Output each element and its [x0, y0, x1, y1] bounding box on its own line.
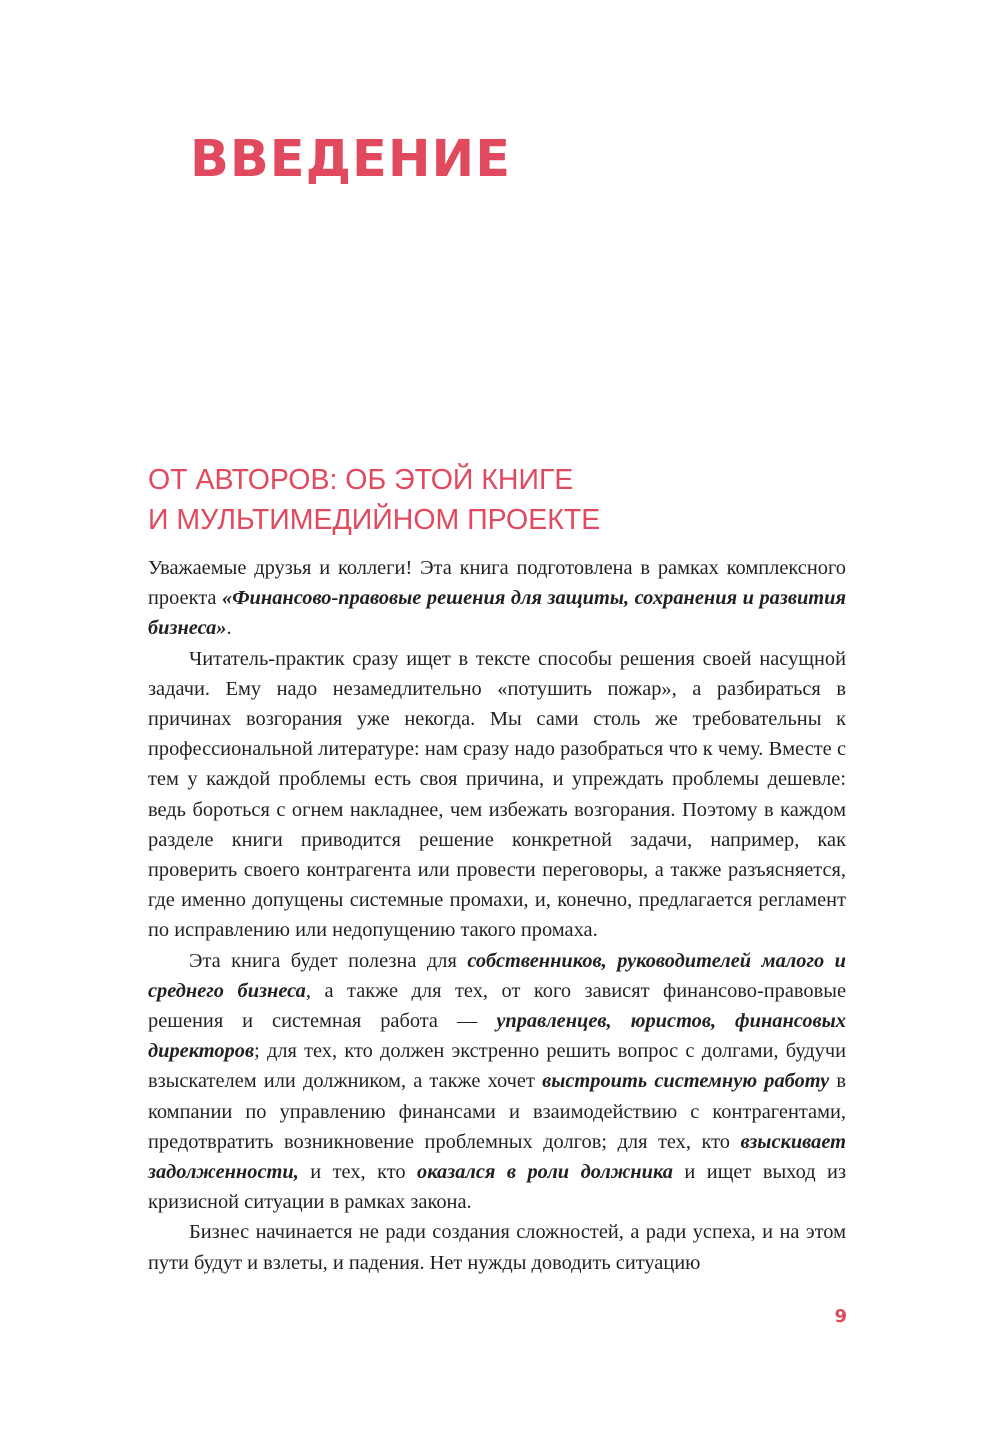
section-heading-line-2: И МУЛЬТИМЕДИЙНОМ ПРОЕКТЕ — [148, 504, 601, 536]
body-text — [148, 553, 846, 1278]
text-run: Бизнес начинается не ради создания сложностей, а ради успеха, и на этом пути будут и взлеты, и падения. Нет нужды доводить ситуацию — [148, 1221, 846, 1274]
emphasis-run: оказался в роли должника — [417, 1161, 673, 1184]
text-run: Читатель-практик сразу ищет в тексте способы решения своей насущной задачи. Ему надо незамедлительно «потушить пожар», а разбираться в причинах возгорания уже некогда. Мы сами столь же требовательны к профессиональной литературе: нам сразу надо разобраться что к чему. Вместе с тем у каждой проблемы есть своя причина, и упреждать проблемы дешевле: ведь бороться с огнем накладнее, чем избежать возгорания. Поэтому в каждом разделе книги приводится решение конкретной задачи, например, как проверить своего контрагента или провести переговоры, а также разъясняется, где именно допущены системные промахи, и, конечно, предлагается регламент по исправлению или недопущению такого промаха. — [148, 647, 846, 942]
paragraph-2 — [148, 644, 846, 946]
text-run: Уважаемые друзья и коллеги! Эта книга подготовлена в рамках комплексного проекта — [148, 557, 846, 610]
section-heading-line-1: ОТ АВТОРОВ: ОБ ЭТОЙ КНИГЕ — [148, 464, 574, 496]
text-run: . — [226, 617, 232, 640]
text-run: и ищет выход из кризисной ситуации в рамках закона. — [148, 1161, 846, 1214]
emphasis-run: собственников, руководителей малого и среднего бизнеса — [148, 949, 846, 1002]
text-run: Эта книга будет полезна для — [189, 949, 468, 972]
paragraph-3 — [148, 946, 846, 1218]
emphasis-run: управленцев, юристов, финансовых директоров — [148, 1010, 846, 1063]
emphasis-run: выстроить системную работу — [542, 1070, 830, 1093]
emphasis-run: «Финансово-правовые решения для защиты, сохранения и развития бизнеса» — [148, 587, 846, 640]
text-run: в компании по управлению финансами и взаимодействию с контрагентами, предотвратить возникновение проблемных долгов; для тех, кто — [148, 1070, 846, 1153]
paragraph-4 — [148, 1217, 846, 1277]
paragraph-1 — [148, 553, 846, 644]
text-run: , а также для тех, от кого зависят финансово-правовые решения и системная работа — — [148, 979, 846, 1033]
text-run: ; для тех, кто должен экстренно решить вопрос с долгами, будучи взыскателем или должником, а также хочет — [148, 1040, 846, 1093]
emphasis-run: взыскивает задолженности, — [148, 1130, 846, 1184]
text-run: и тех, кто — [298, 1161, 418, 1184]
section-heading — [148, 460, 848, 540]
page-number: 9 — [834, 1306, 847, 1327]
chapter-title: ВВЕДЕНИЕ — [190, 130, 512, 189]
